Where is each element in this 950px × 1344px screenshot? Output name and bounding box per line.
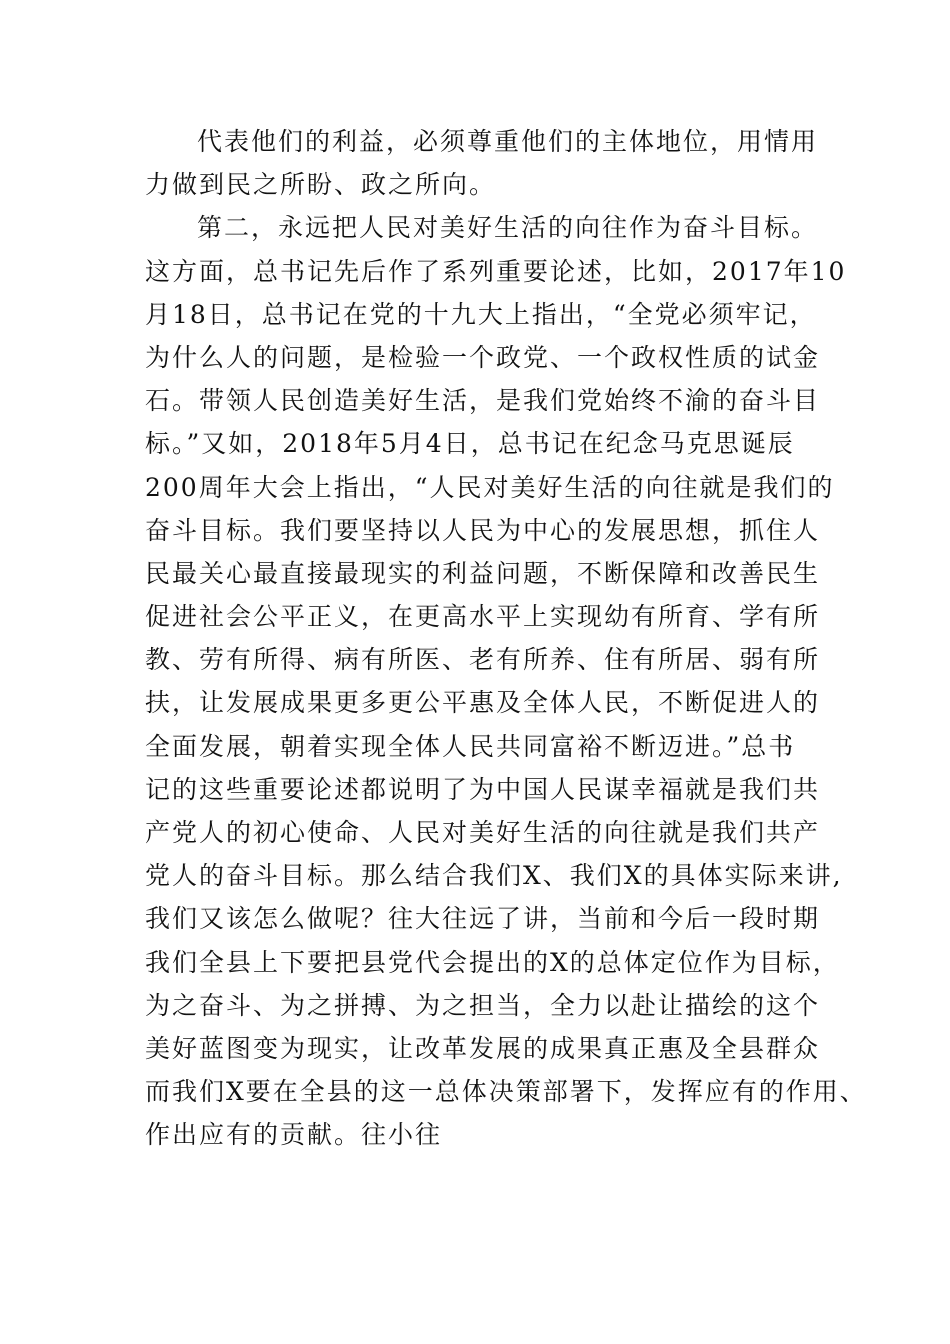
text-line: 代表他们的利益，必须尊重他们的主体地位，用情用 xyxy=(197,127,819,156)
text-line: 教、劳有所得、病有所医、老有所养、住有所居、弱有所 xyxy=(145,645,821,675)
text-line: 民最关心最直接最现实的利益问题，不断保障和改善民生 xyxy=(145,558,821,588)
text-line: 为什么人的问题，是检验一个政党、一个政权性质的试金 xyxy=(145,342,821,372)
text-line: 全面发展，朝着实现全体人民共同富裕不断迈进。”总书 xyxy=(145,731,796,761)
text-line: 石。带领人民创造美好生活，是我们党始终不渝的奋斗目 xyxy=(145,386,821,416)
text-line: 月18日，总书记在党的十九大上指出，“全党必须牢记， xyxy=(145,299,817,329)
text-line: 这方面，总书记先后作了系列重要论述，比如，2017年10 xyxy=(145,256,847,286)
text-line: 我们全县上下要把县党代会提出的X的总体定位作为目标， xyxy=(145,947,840,977)
text-line: 而我们X要在全县的这一总体决策部署下，发挥应有的作用、 xyxy=(145,1077,867,1107)
text-line: 力做到民之所盼、政之所向。 xyxy=(145,170,497,200)
text-line: 200周年大会上指出，“人民对美好生活的向往就是我们的 xyxy=(145,472,835,502)
text-line: 美好蓝图变为现实，让改革发展的成果真正惠及全县群众 xyxy=(145,1033,821,1063)
text-line: 奋斗目标。我们要坚持以人民为中心的发展思想，抓住人 xyxy=(145,515,821,545)
text-line: 促进社会公平正义，在更高水平上实现幼有所育、学有所 xyxy=(145,602,821,632)
text-line: 作出应有的贡献。往小往 xyxy=(145,1120,443,1150)
text-line: 产党人的初心使命、人民对美好生活的向往就是我们共产 xyxy=(145,818,821,847)
body-text xyxy=(145,120,867,1157)
text-line: 第二，永远把人民对美好生活的向往作为奋斗目标。 xyxy=(197,213,819,243)
text-line: 扶，让发展成果更多更公平惠及全体人民，不断促进人的 xyxy=(145,688,821,718)
text-line: 党人的奋斗目标。那么结合我们X、我们X的具体实际来讲, xyxy=(145,861,843,891)
text-line: 为之奋斗、为之拼搏、为之担当，全力以赴让描绘的这个 xyxy=(145,990,821,1020)
text-line: 我们又该怎么做呢？往大往远了讲，当前和今后一段时期 xyxy=(145,904,821,934)
text-line: 标。”又如，2018年5月4日，总书记在纪念马克思诞辰 xyxy=(145,429,795,459)
text-line: 记的这些重要论述都说明了为中国人民谋幸福就是我们共 xyxy=(145,774,821,804)
